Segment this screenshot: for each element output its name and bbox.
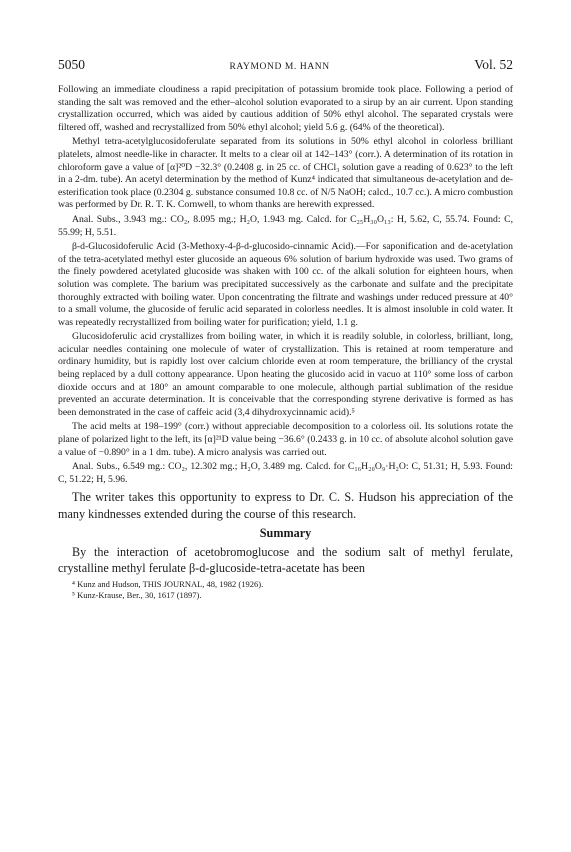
article-body	[58, 84, 513, 601]
volume-label: Vol. 52	[474, 57, 513, 72]
summary-heading: Summary	[259, 525, 312, 540]
paragraph-glucosidoferulic-acid: β-d-Glucosidoferulic Acid (3-Methoxy-4-β-d-glucosido-cinnamic Acid).—For saponification and de-acetylation of the tetra-acetylated methyl ester glucoside an aqueous 6% solution of barium hydroxide was used. Two grams of the finely powdered acetylated glucoside was shaken with 100 cc. of the alkali solution for eighteen hours, when solution was complete. The barium was precipitated successively as the carbonate and sulfate and the precipitate thoroughly extracted with boiling water. Upon concentrating the filtrate and washings under reduced pressure at 40° to a small volume, the glucoside of ferulic acid separated in colorless needles. It is almost insoluble in cold water. It was repeatedly recrystallized from boiling water for purification; yield, 1.1 g.	[58, 241, 513, 328]
paragraph-melting-point: The acid melts at 198–199° (corr.) without appreciable decomposition to a colorless oil. Its solutions rotate the plane of polarized light to the left, its [α]²¹D value being −36.6° (0.2433 g. in 10 cc. of absolute alcohol solution gave a value of −0.890° in a 1 dm. tube). A micro analysis was carried out.	[58, 421, 513, 458]
footnote-4: ⁴ Kunz and Hudson, THIS JOURNAL, 48, 1982 (1926).	[72, 578, 264, 589]
running-header	[58, 57, 513, 73]
summary-text: By the interaction of acetobromoglucose and the sodium salt of methyl ferulate, crystalline methyl ferulate β-d-glucoside-tetra-acetate has been	[58, 544, 513, 576]
paragraph-acknowledgment: The writer takes this opportunity to express to Dr. C. S. Hudson his appreciation of the many kindnesses extended during the course of this research.	[58, 490, 513, 521]
paragraph-precipitation: Following an immediate cloudiness a rapid precipitation of potassium bromide took place. Following a period of standing the salt was removed and the ether–alcohol solution evaporated to a sirup by an air current. Upon standing crystallization occurred, which was aided by cautious addition of 50% ethyl alcohol. The separated crystals were filtered off, washed and recrystallized from 50% ethyl alcohol; yield 5.6 g. (64% of the theoretical).	[58, 84, 513, 133]
footnote-5: ⁵ Kunz-Krause, Ber., 30, 1617 (1897).	[72, 589, 202, 600]
paragraph-crystallization: Glucosidoferulic acid crystallizes from boiling water, in which it is readily soluble, in colorless, brilliant, long, acicular needles containing one molecule of water of crystallization. This is retained at room temperature and ordinary humidity, but is rapidly lost over calcium chloride even at room temperature, the brilliancy of the crystal being replaced by a dull cottony appearance. Upon heating the glucosido acid in vacuo at 110° some loss of carbon dioxide occurs and at 180° an amount comparable to one molecule, although partial sublimation of the residue prevented an accurate determination. It is conceivable that the corresponding styrene derivative is formed as has been demonstrated in the case of caffeic acid (3,4 dihydroxycinnamic acid).⁵	[58, 331, 513, 418]
analysis-line-2: Anal. Subs., 6.549 mg.: CO₂, 12.302 mg.; H₂O, 3.489 mg. Calcd. for C₁₆H₂₀O₉·H₂O: C, 51.31; H, 5.93. Found: C, 51.22; H, 5.96.	[58, 461, 513, 485]
analysis-line-1: Anal. Subs., 3.943 mg.: CO₂, 8.095 mg.; H₂O, 1.943 mg. Calcd. for C₂₅H₃₀O₁₃: H, 5.62, C, 55.74. Found: C, 55.99; H, 5.51.	[58, 213, 513, 238]
page-number: 5050	[58, 57, 85, 72]
running-author: RAYMOND M. HANN	[229, 62, 330, 72]
paragraph-methyl-ester: Methyl tetra-acetylglucosidoferulate separated from its solutions in 50% ethyl alcohol in colorless brilliant platelets, almost needle-like in character. It melts to a clear oil at 142–143° (corr.). A determination of its rotation in chloroform gave a value of [α]²⁰D −32.3° (0.2408 g. in 25 cc. of CHCl₃ solution gave a reading of 0.623° to the left in a 2-dm. tube). An acetyl determination by the method of Kunz⁴ indicated that simultaneous de-acetylation and de-esterification took place (0.2304 g. substance consumed 10.8 cc. of N/5 NaOH; calcd., 10.7 cc.). A micro combustion was performed by Dr. R. T. K. Cornwell, to whom thanks are herewith expressed.	[58, 136, 513, 211]
